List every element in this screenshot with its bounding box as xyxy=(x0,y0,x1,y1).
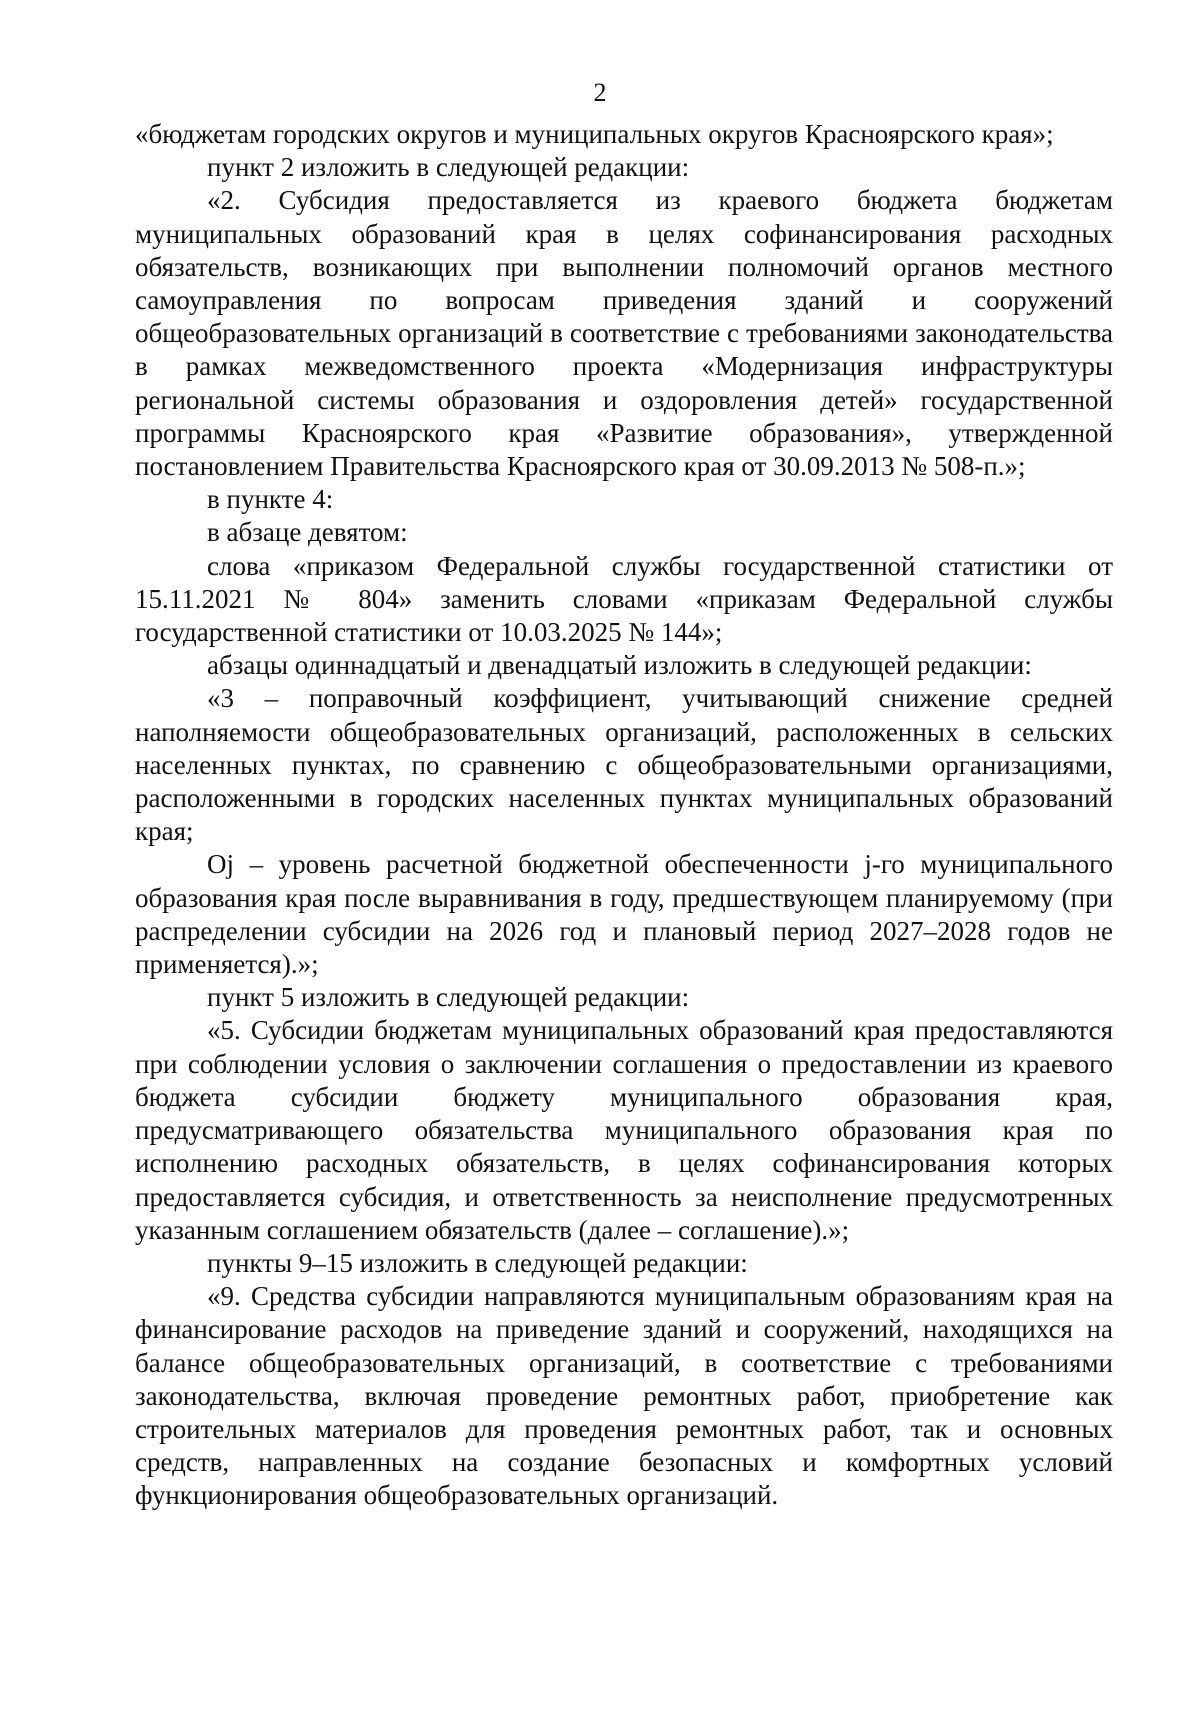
paragraph-10: пункт 5 изложить в следующей редакции: xyxy=(207,982,690,1013)
page-number: 2 xyxy=(593,78,607,107)
document-body xyxy=(135,118,1113,1513)
paragraph-8: «3 – поправочный коэффициент, учитывающий снижение средней наполняемости общеобразовательных организаций, расположенных в сельских населенных пунктах, по сравнению с общеобразовательными организациями, расположенными в городских населенных пунктах муниципальных образований края; xyxy=(135,683,1113,847)
paragraph-12: пункты 9–15 изложить в следующей редакции: xyxy=(207,1247,748,1278)
paragraph-6: слова «приказом Федеральной службы государственной статистики от 15.11.2021 № 804» заменить словами «приказам Федеральной службы государственной статистики от 10.03.2025 № 144»; xyxy=(135,550,1113,648)
paragraph-5: в абзаце девятом: xyxy=(207,517,408,548)
paragraph-7: абзацы одиннадцатый и двенадцатый изложить в следующей редакции: xyxy=(207,650,1032,681)
paragraph-4: в пункте 4: xyxy=(207,484,334,515)
paragraph-3: «2. Субсидия предоставляется из краевого бюджета бюджетам муниципальных образований края в целях софинансирования расходных обязательств, возникающих при выполнении полномочий органов местного самоуправления по вопросам приведения зданий и сооружений общеобразовательных организаций в соответствие с требованиями законодательства в рамках межведомственного проекта «Модернизация инфраструктуры региональной системы образования и оздоровления детей» государственной программы Красноярского края «Развитие образования», утвержденной постановлением Правительства Красноярского края от 30.09.2013 № 508-п.»; xyxy=(135,185,1113,482)
paragraph-1: «бюджетам городских округов и муниципальных округов Красноярского края»; xyxy=(135,119,1054,149)
paragraph-2: пункт 2 изложить в следующей редакции: xyxy=(207,152,690,183)
paragraph-11: «5. Субсидии бюджетам муниципальных образований края предоставляются при соблюдении условия о заключении соглашения о предоставлении из краевого бюджета субсидии бюджету муниципального образования края, предусматривающего обязательства муниципального образования края по исполнению расходных обязательств, в целях софинансирования которых предоставляется субсидия, и ответственность за неисполнение предусмотренных указанным соглашением обязательств (далее – соглашение).»; xyxy=(135,1015,1113,1245)
paragraph-9: Oj – уровень расчетной бюджетной обеспеченности j-го муниципального образования края после выравнивания в году, предшествующем планируемому (при распределении субсидии на 2026 год и плановый период 2027–2028 годов не применяется).»; xyxy=(135,849,1113,980)
paragraph-13: «9. Средства субсидии направляются муниципальным образованиям края на финансирование расходов на приведение зданий и сооружений, находящихся на балансе общеобразовательных организаций, в соответствие с требованиями законодательства, включая проведение ремонтных работ, приобретение как строительных материалов для проведения ремонтных работ, так и основных средств, направленных на создание безопасных и комфортных условий функционирования общеобразовательных организаций. xyxy=(135,1281,1113,1511)
